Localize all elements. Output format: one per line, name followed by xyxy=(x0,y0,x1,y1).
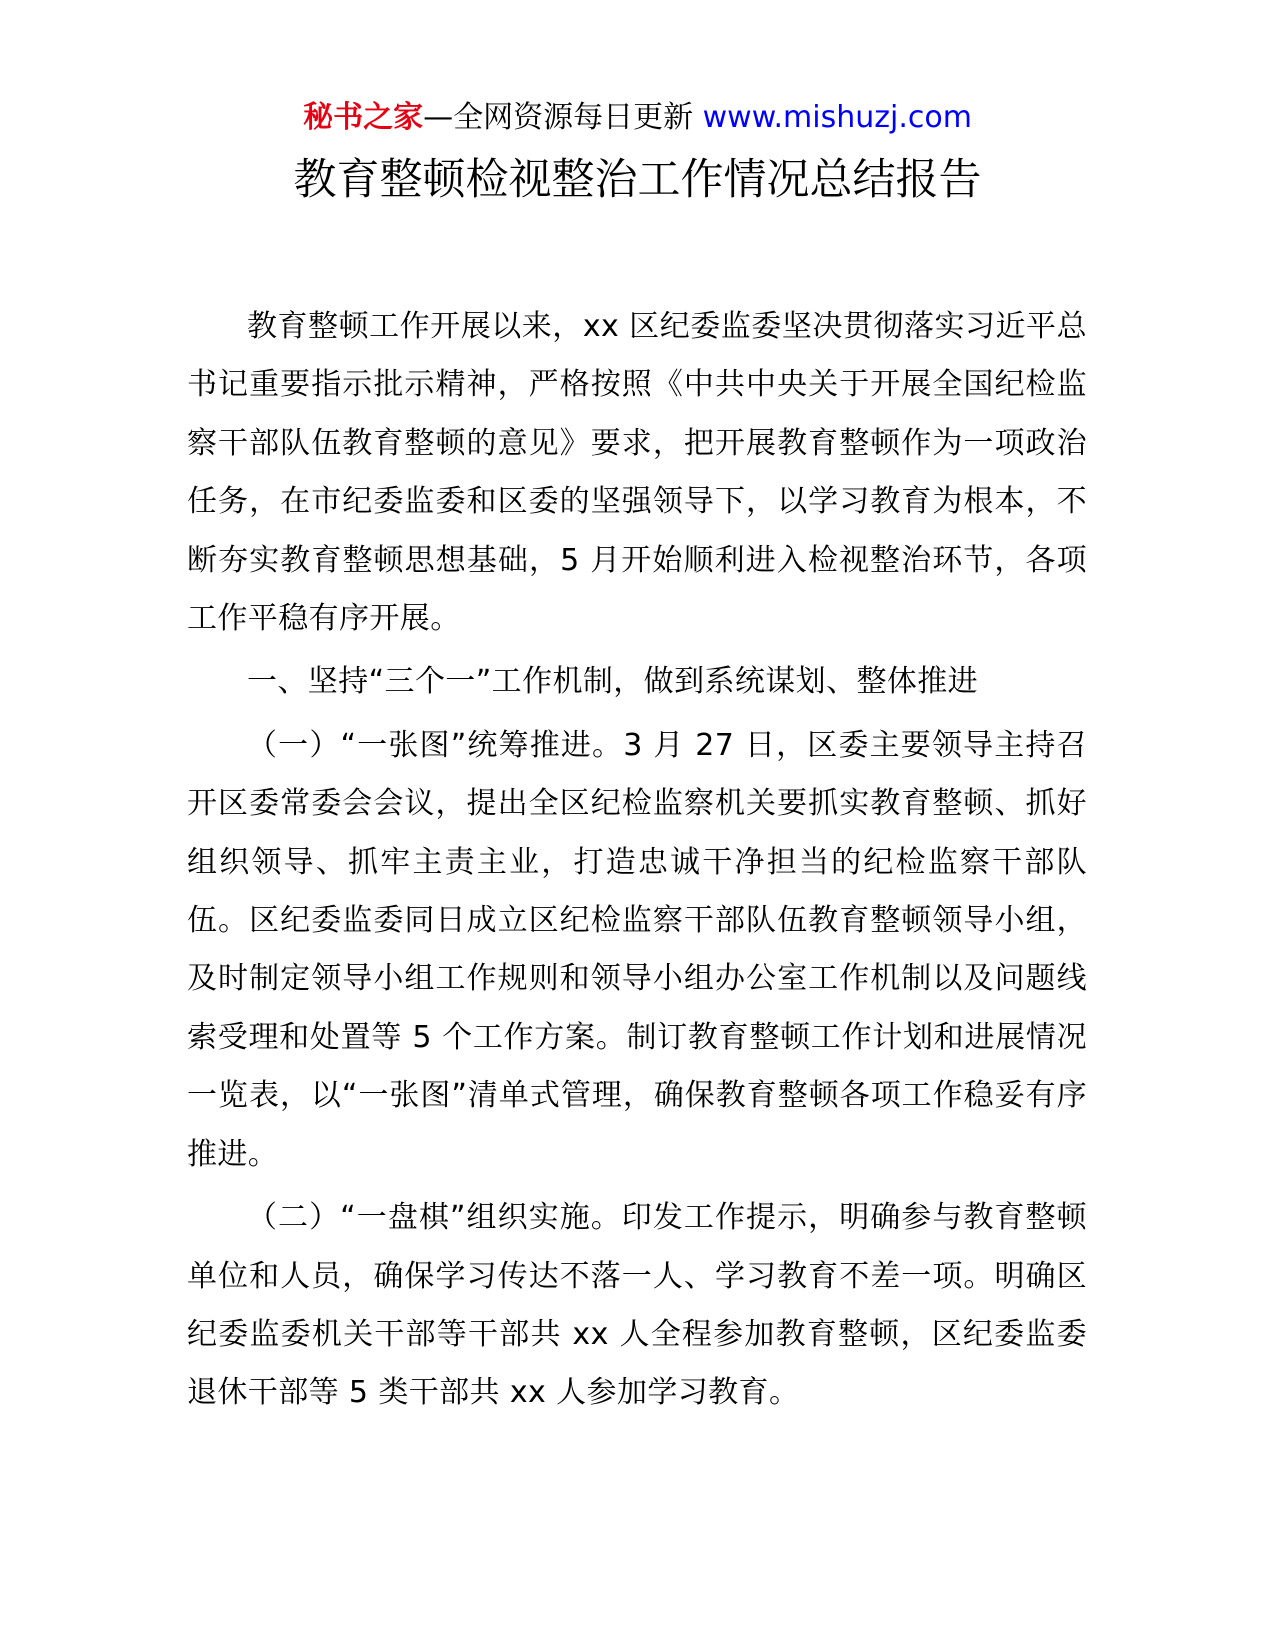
site-header xyxy=(0,98,1275,138)
document-title: 教育整顿检视整治工作情况总结报告 xyxy=(293,155,982,205)
site-url-link[interactable]: www.mishuzj.com xyxy=(702,100,972,135)
subsection-paragraph-2: （二）“一盘棋”组织实施。印发工作提示，明确参与教育整顿单位和人员，确保学习传达不落一人、学习教育不差一项。明确区纪委监委机关干部等干部共 xx 人全程参加教育整顿，区纪委监委退休干部等 5 类干部共 xx 人参加学习教育。 xyxy=(187,1200,1087,1411)
site-tagline: —全网资源每日更新 xyxy=(423,100,694,135)
document-body xyxy=(187,298,1087,1423)
subsection-paragraph-1: （一）“一张图”统筹推进。3 月 27 日，区委主要领导主持召开区委常委会会议，提出全区纪检监察机关要抓实教育整顿、抓好组织领导、抓牢主责主业，打造忠诚干净担当的纪检监察干部队伍。区纪委监委同日成立区纪检监察干部队伍教育整顿领导小组，及时制定领导小组工作规则和领导小组办公室工作机制以及问题线索受理和处置等 5 个工作方案。制订教育整顿工作计划和进展情况一览表，以“一张图”清单式管理，确保教育整顿各项工作稳妥有序推进。 xyxy=(187,727,1087,1172)
site-brand: 秘书之家 xyxy=(303,100,424,135)
section-heading-1: 一、坚持“三个一”工作机制，做到系统谋划、整体推进 xyxy=(247,664,979,700)
intro-paragraph: 教育整顿工作开展以来，xx 区纪委监委坚决贯彻落实习近平总书记重要指示批示精神，严格按照《中共中央关于开展全国纪检监察干部队伍教育整顿的意见》要求，把开展教育整顿作为一项政治任务，在市纪委监委和区委的坚强领导下，以学习教育为根本，不断夯实教育整顿思想基础，5 月开始顺利进入检视整治环节，各项工作平稳有序开展。 xyxy=(187,309,1087,637)
